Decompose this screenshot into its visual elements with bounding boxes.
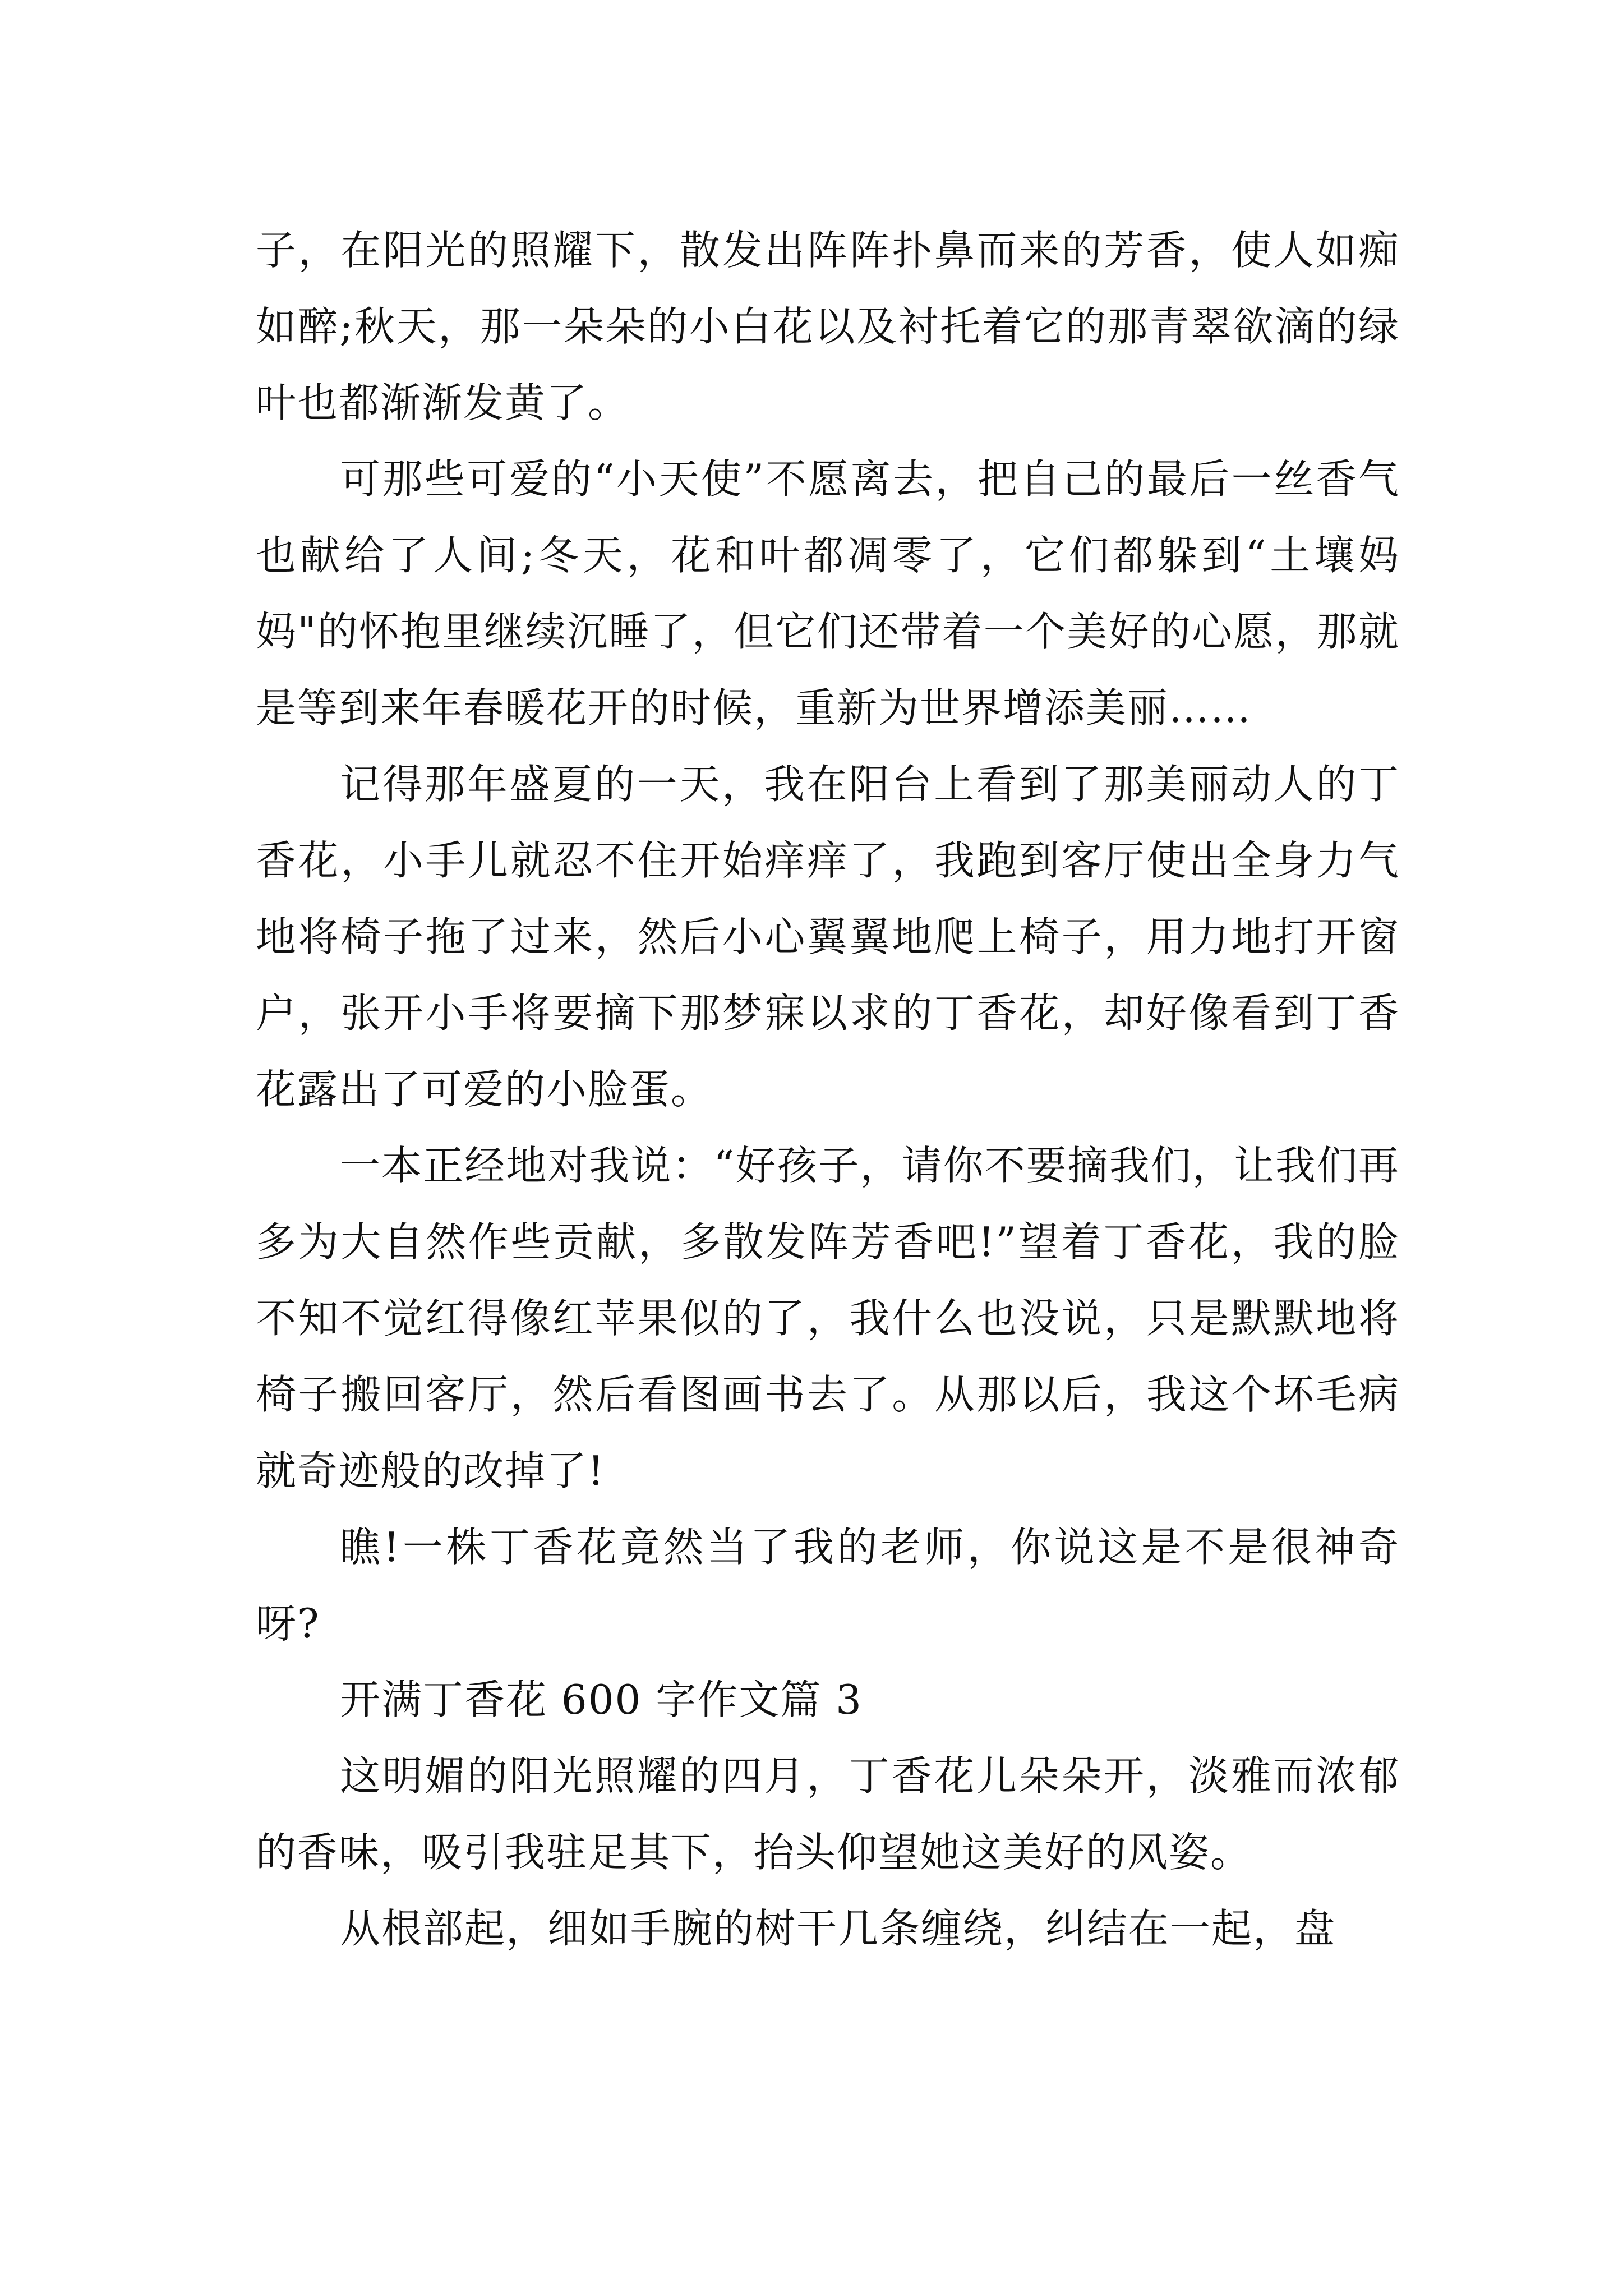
document-body	[256, 212, 1400, 1967]
section-heading: 开满丁香花 600 字作文篇 3	[340, 1676, 863, 1723]
paragraph: 可那些可爱的“小天使”不愿离去，把自己的最后一丝香气也献给了人间;冬天，花和叶都凋零了，它们都躲到“土壤妈妈"的怀抱里继续沉睡了，但它们还带着一个美好的心愿，那就是等到来年春暖花开的时候，重新为世界增添美丽……	[256, 455, 1400, 731]
paragraph: 子，在阳光的照耀下，散发出阵阵扑鼻而来的芳香，使人如痴如醉;秋天，那一朵朵的小白花以及衬托着它的那青翠欲滴的绿叶也都渐渐发黄了。	[256, 227, 1400, 426]
paragraph: 一本正经地对我说：“好孩子，请你不要摘我们，让我们再多为大自然作些贡献，多散发阵芳香吧!”望着丁香花，我的脸不知不觉红得像红苹果似的了，我什么也没说，只是默默地将椅子搬回客厅，然后看图画书去了。从那以后，我这个坏毛病就奇迹般的改掉了!	[256, 1142, 1400, 1494]
paragraph: 从根部起，细如手腕的树干几条缠绕，纠结在一起，盘	[340, 1905, 1336, 1952]
paragraph: 这明媚的阳光照耀的四月，丁香花儿朵朵开，淡雅而浓郁的香味，吸引我驻足其下，抬头仰望她这美好的风姿。	[256, 1752, 1400, 1876]
paragraph: 瞧!一株丁香花竟然当了我的老师，你说这是不是很神奇呀?	[256, 1524, 1400, 1647]
paragraph: 记得那年盛夏的一天，我在阳台上看到了那美丽动人的丁香花，小手儿就忍不住开始痒痒了，我跑到客厅使出全身力气地将椅子拖了过来，然后小心翼翼地爬上椅子，用力地打开窗户，张开小手将要摘下那梦寐以求的丁香花，却好像看到丁香花露出了可爱的小脸蛋。	[256, 761, 1400, 1113]
